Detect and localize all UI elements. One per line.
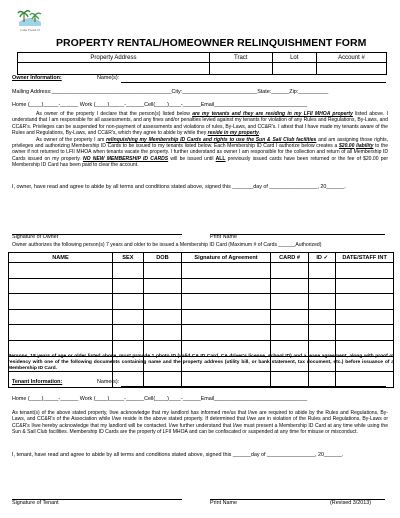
- member-cell[interactable]: [182, 325, 271, 341]
- member-cell[interactable]: [270, 263, 309, 279]
- member-row: [9, 294, 394, 310]
- member-cell[interactable]: [182, 278, 271, 294]
- member-cell[interactable]: [336, 309, 394, 325]
- property-address-field[interactable]: [18, 63, 210, 75]
- paragraph-text-run: will be issued until: [168, 155, 216, 162]
- column-account: Account #: [316, 53, 386, 63]
- owner-names-field[interactable]: [121, 82, 386, 83]
- owner-declaration-paragraph: [12, 111, 388, 169]
- paragraph-text-run: As owner of the property I declare that the person(s) listed below: [36, 111, 193, 117]
- column-property-address: Property Address: [18, 53, 210, 63]
- owner-print-name-label: Print Name: [210, 234, 237, 240]
- paragraph-text-run: are my tenants and they are residing in my LFII MHOA property: [192, 111, 353, 117]
- owner-phone-email[interactable]: Home (____)_____-______ Work (____)_____-______Cell(____)____-______Email_______________________________: [12, 101, 308, 108]
- paragraph-text-run: liability: [356, 143, 374, 150]
- member-cell[interactable]: [309, 309, 336, 325]
- member-cell[interactable]: [270, 309, 309, 325]
- paragraph-text-run: As owner of the property I am: [36, 136, 107, 143]
- member-cell[interactable]: [270, 278, 309, 294]
- header-name: NAME: [9, 253, 113, 263]
- member-cell[interactable]: [336, 294, 394, 310]
- paragraph-text-run: and am assigning those rights, privileges and authorizing Membership ID Cards to be issued to my tenants listed below. Each Membership ID Card I authorize below creates a: [12, 136, 388, 150]
- member-row: [9, 325, 394, 341]
- member-cell[interactable]: [9, 325, 113, 341]
- member-cell[interactable]: [182, 263, 271, 279]
- member-cell[interactable]: [336, 278, 394, 294]
- member-row: [9, 263, 394, 279]
- member-cell[interactable]: [182, 294, 271, 310]
- tenant-names-field[interactable]: [121, 386, 386, 387]
- lot-field[interactable]: [272, 63, 316, 75]
- hoa-logo: [16, 4, 44, 36]
- member-cell[interactable]: [336, 263, 394, 279]
- owner-agreement-line[interactable]: I, owner, have read and agree to abide by all terms and conditions stated above, signed this _______day of ________________, 20______.: [12, 184, 346, 190]
- member-cell[interactable]: [270, 325, 309, 341]
- paragraph-tenant-declaration: [12, 111, 388, 137]
- member-row: [9, 278, 394, 294]
- paragraph-text-run: $20.00: [338, 143, 355, 150]
- svg-text:Lake Forest II: Lake Forest II: [20, 28, 40, 32]
- member-row: [9, 309, 394, 325]
- member-cell[interactable]: [143, 325, 182, 341]
- tract-field[interactable]: [209, 63, 272, 75]
- member-cell[interactable]: [182, 309, 271, 325]
- tenant-signature-label: Signature of Tenant: [12, 500, 59, 506]
- member-cell[interactable]: [143, 278, 182, 294]
- paragraph-text-run: relinquishing my Membership ID Cards and rights to use the Sun & Sail Club facilities: [106, 136, 317, 143]
- tenant-agreement-line[interactable]: I, tenant, have read and agree to abide by all terms and conditions stated above, signed this ______day of ________________, 20______.: [12, 452, 344, 458]
- member-cell[interactable]: [9, 309, 113, 325]
- member-cell[interactable]: [9, 263, 113, 279]
- tenant-print-name-label: Print Name: [210, 500, 237, 506]
- paragraph-text-run: previously issued cards have been returned or the fee of $20.00 per Membership ID Card has been paid to clear the account.: [12, 155, 389, 169]
- tenant-phone-email[interactable]: Home (____)_____-______ Work (____)_____-______Cell(____)____-______Email_______________________________: [12, 396, 308, 402]
- paragraph-text-run: to the owner if not returned to LFII MHOA when tenants vacate the property. I further understand as owner I am responsible for the collection and return of all Membership ID Cards issued on my property.: [12, 143, 389, 162]
- authorize-cards-line[interactable]: Owner authorizes the following person(s) 7 years and older to be issued a Membership ID Card (Maximum # of Cards ______Authorized): [12, 242, 322, 248]
- header-sex: SEX: [112, 253, 143, 263]
- paragraph-text-run: listed above. I understand that I am responsible for all assessments, and any fines and/or penalties levied against my tenants for violation of any Rules and Regulations, By-Laws, and CC&R's. Privileges can be suspended for non-payment of assessments and violations of rules, By-Laws, and CC&R's. I attest that I have made my tenants aware of the Rules and Regulations, By-Laws, and CC&R's, which they agree to abide by while they: [12, 111, 389, 137]
- column-lot: Lot: [272, 53, 316, 63]
- member-cell[interactable]: [9, 278, 113, 294]
- member-cell[interactable]: [309, 278, 336, 294]
- member-cell[interactable]: [112, 278, 143, 294]
- member-cell[interactable]: [336, 325, 394, 341]
- tenant-acknowledgement-paragraph: As tenant(s) of the above stated property, I/we acknowledge that my landlord has informed me/us that I/we are required to abide by the Rules and Regulations, By-Laws, and CC&R's of the Association while I/we reside in the above stated property. If determined that I/we are in violation of the Rules and Regulations, By-Laws or CC&R's I/we hereby acknowledge that my landlord will be contacted. I/we further understand that I/we must present a Membership ID Card at any time while using the Sun & Sail Club facilities. Membership ID Cards are the property of LFII MHOA and can be confiscated or suspended at any time for misuse or misconduct.: [12, 410, 388, 436]
- paragraph-text-run: reside in my property: [207, 130, 259, 137]
- member-cell[interactable]: [9, 294, 113, 310]
- member-cell[interactable]: [112, 309, 143, 325]
- tenant-info-heading: Tenant Information:: [12, 379, 63, 385]
- member-cell[interactable]: [143, 309, 182, 325]
- owner-mailing-address[interactable]: Mailing Address:________________________________________City:_________________________State:______Zip:__________: [12, 89, 329, 95]
- header-dob: DOB: [143, 253, 182, 263]
- member-cell[interactable]: [112, 325, 143, 341]
- property-header-table: [17, 52, 387, 75]
- form-title: PROPERTY RENTAL/HOMEOWNER RELINQUISHMENT FORM: [56, 37, 367, 49]
- paragraph-text-run: NO NEW MEMBERSHIP ID CARDS: [82, 155, 169, 162]
- member-cell[interactable]: [143, 294, 182, 310]
- paragraph-relinquish-cards: [12, 137, 388, 169]
- member-cell[interactable]: [309, 294, 336, 310]
- header-id-check: ID ✓: [309, 253, 336, 263]
- account-field[interactable]: [316, 63, 386, 75]
- header-signature: Signature of Agreement: [182, 253, 271, 263]
- owner-names-label: Name(s):: [97, 75, 120, 81]
- tenant-information-section: [12, 379, 392, 404]
- owner-signature-label: Signature of Owner: [12, 234, 59, 240]
- header-date-staff: DATE/STAFF INT: [336, 253, 394, 263]
- member-cell[interactable]: [270, 294, 309, 310]
- member-cell[interactable]: [112, 294, 143, 310]
- paragraph-text-run: .: [258, 130, 261, 137]
- member-cell[interactable]: [112, 263, 143, 279]
- paragraph-text-run: ALL: [215, 155, 226, 162]
- member-cell[interactable]: [143, 263, 182, 279]
- tenant-names-label: Name(s):: [97, 379, 120, 385]
- column-tract: Tract: [209, 53, 272, 63]
- header-card-number: CARD #: [270, 253, 309, 263]
- revision-date: (Revised 3/2013): [330, 500, 372, 506]
- owner-information-section: [12, 75, 392, 109]
- photo-id-requirement-note: Persons, 18 years of age or older listed above, must provide 1 photo ID (valid CA ID Card, CA driver's license, school ID) and a lease agreement, along with proof of residency with one of the following documents containing name and the property address (utility bill, or bank statement, tax document, etc.) before issuance of a Membership ID Card.: [8, 354, 394, 372]
- member-cell[interactable]: [309, 263, 336, 279]
- owner-info-heading: Owner Information:: [12, 75, 62, 81]
- member-cell[interactable]: [309, 325, 336, 341]
